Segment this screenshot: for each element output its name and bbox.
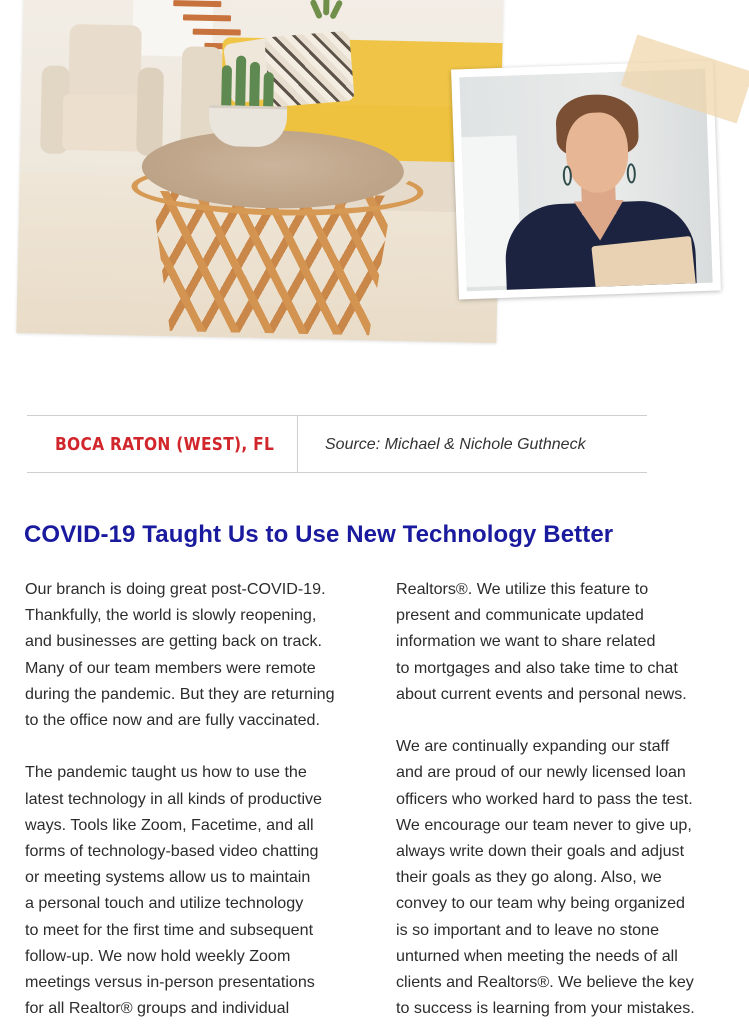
body-line: meetings versus in-person presentations: [25, 973, 315, 992]
earring: [626, 163, 636, 183]
body-line: is so important and to leave no stone: [396, 920, 660, 939]
body-line: forms of technology-based video chatting: [25, 842, 319, 861]
stair-step: [183, 14, 231, 21]
body-line: Many of our team members were remote: [25, 658, 316, 677]
body-line: Thankfully, the world is slowly reopening,: [25, 606, 317, 625]
body-line: for all Realtor® groups and individual: [25, 999, 290, 1018]
body-line: information we want to share related: [396, 632, 656, 651]
body-line: to meet for the first time and subsequent: [25, 920, 314, 939]
location-city: BOCA RATON (WEST), FL: [55, 434, 275, 455]
body-line: to mortgages and also take time to chat: [396, 658, 678, 677]
body-line: and businesses are getting back on track.: [25, 632, 323, 651]
paragraph-gap: [25, 733, 355, 759]
body-line: convey to our team why being organized: [396, 894, 685, 913]
body-line: to the office now and are fully vaccinated.: [25, 711, 320, 730]
body-line: to success is learning from your mistakes.: [396, 999, 695, 1018]
body-line: ways. Tools like Zoom, Facetime, and all: [25, 815, 314, 834]
patterned-cushion: [264, 31, 355, 108]
body-line: officers who worked hard to pass the test.: [396, 789, 693, 808]
body-line: or meeting systems allow us to maintain: [25, 868, 311, 887]
body-line: latest technology in all kinds of productive: [25, 789, 323, 808]
body-line: always write down their goals and adjust: [396, 842, 685, 861]
article-title: COVID-19 Taught Us to Use New Technology Better: [24, 521, 614, 548]
article-column-right: [396, 576, 726, 1021]
body-line: about current events and personal news.: [396, 684, 687, 703]
plant-leaf: [309, 0, 323, 20]
clipboard: [591, 236, 697, 291]
photo-source: Source: Michael & Nichole Guthneck: [325, 436, 586, 453]
room-photo: [16, 0, 503, 343]
plant-leaf: [323, 0, 329, 15]
body-line: present and communicate updated: [396, 606, 644, 625]
paragraph-gap: [396, 707, 726, 733]
body-line: and are proud of our newly licensed loan: [396, 763, 686, 782]
stair-step: [173, 0, 221, 7]
body-line: clients and Realtors®. We believe the key: [396, 973, 694, 992]
body-line: We encourage our team never to give up,: [396, 815, 692, 834]
body-line: Our branch is doing great post-COVID-19.: [25, 580, 326, 598]
body-line: We are continually expanding our staff: [396, 737, 670, 756]
article-column-left: [25, 576, 355, 1021]
body-line: Realtors®. We utilize this feature to: [396, 580, 649, 598]
portrait-face: [565, 112, 630, 194]
body-line: a personal touch and utilize technology: [25, 894, 304, 913]
body-line: their goals as they go along. Also, we: [396, 868, 662, 887]
location-divider: [297, 416, 298, 472]
earring: [562, 165, 572, 185]
body-line: follow-up. We now hold weekly Zoom: [25, 946, 291, 965]
body-line: during the pandemic. But they are returning: [25, 684, 335, 703]
body-line: The pandemic taught us how to use the: [25, 763, 307, 782]
plant-leaf: [329, 0, 343, 20]
body-line: unturned when meeting the needs of all: [396, 946, 678, 965]
armchair: [32, 23, 165, 156]
location-bar: [27, 415, 647, 473]
